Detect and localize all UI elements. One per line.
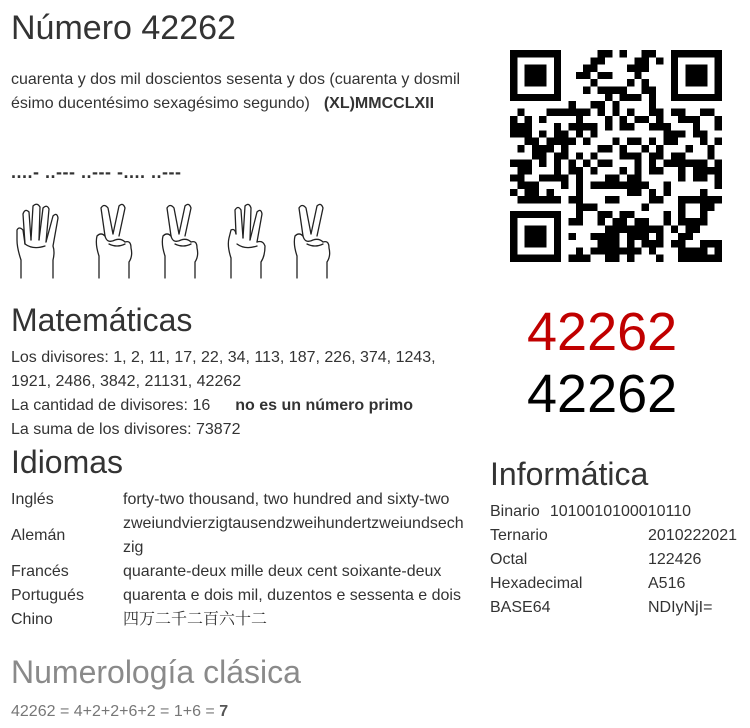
numerology-formula: 42262 = 4+2+2+6+2 = 1+6 = — [11, 703, 220, 720]
language-row — [11, 608, 468, 632]
qr-code — [510, 50, 722, 262]
language-translation: zweiundvierzigtausendzweihundertzweiundsech zig — [123, 515, 464, 556]
numerology-heading: Numerología clásica — [11, 654, 301, 690]
divisor-count: La cantidad de divisores: 16 — [11, 397, 211, 414]
languages-heading: Idiomas — [11, 444, 124, 480]
sign-language-hands — [11, 200, 341, 284]
divisor-sum: La suma de los divisores: 73872 — [11, 421, 241, 438]
computing-value: A516 — [648, 575, 686, 592]
hand-two-fingers-icon — [285, 200, 343, 280]
qr-code-icon — [510, 50, 722, 262]
hand-six-fingers-icon — [219, 200, 277, 280]
language-name: Francés — [11, 563, 69, 580]
languages-table-wrap — [11, 488, 468, 632]
computing-label: BASE64 — [490, 599, 551, 616]
computing-value: NDIyNjI= — [648, 599, 713, 616]
math-heading: Matemáticas — [11, 302, 193, 338]
math-section — [11, 346, 481, 442]
hand-four-fingers-icon — [11, 200, 69, 280]
language-translation: quarenta e dois mil, duzentos e sessenta e dois — [123, 587, 461, 604]
language-name: Chino — [11, 611, 53, 628]
language-row — [11, 512, 468, 560]
computing-table-wrap — [490, 524, 737, 620]
prime-status: no es un número primo — [235, 397, 414, 414]
number-in-words — [11, 68, 481, 116]
divisor-count-row — [11, 394, 481, 418]
language-name: Portugués — [11, 587, 84, 604]
computing-row — [490, 596, 737, 620]
language-translation: 四万二千二百六十二 — [123, 611, 268, 628]
computing-row — [490, 548, 737, 572]
numerology-result: 7 — [219, 703, 229, 720]
language-name: Inglés — [11, 491, 54, 508]
language-row — [11, 488, 468, 512]
computing-heading: Informática — [490, 456, 649, 492]
binary-label: Binario — [490, 503, 540, 520]
ordinal-words: ésimo ducentésimo sexagésimo segundo) — [11, 95, 310, 112]
computing-value: 2010222021 — [648, 527, 737, 544]
binary-value: 1010010100010110 — [549, 503, 691, 520]
computing-label: Hexadecimal — [490, 575, 583, 592]
language-translation: quarante-deux mille deux cent soixante-deux — [123, 563, 442, 580]
words-line-1: cuarenta y dos mil doscientos sesenta y dos (cuarenta y dosmil — [11, 71, 461, 88]
hand-two-fingers-icon — [153, 200, 211, 280]
binary-row — [490, 500, 691, 524]
language-translation: forty-two thousand, two hundred and sixty-two — [123, 491, 450, 508]
computing-table — [490, 524, 737, 620]
page-title: Número 42262 — [11, 9, 236, 47]
words-line-2 — [11, 92, 481, 116]
hand-two-fingers-icon — [87, 200, 145, 280]
computing-row — [490, 524, 737, 548]
languages-table — [11, 488, 468, 632]
divisors-line-2: 1921, 2486, 3842, 21131, 42262 — [11, 373, 242, 390]
language-name: Alemán — [11, 527, 66, 544]
computing-value: 122426 — [648, 551, 702, 568]
computing-label: Octal — [490, 551, 528, 568]
computing-row — [490, 572, 737, 596]
roman-numeral: (XL)MMCCLXII — [323, 95, 435, 112]
computing-label: Ternario — [490, 527, 548, 544]
big-number-red: 42262 — [527, 302, 678, 362]
language-row — [11, 560, 468, 584]
big-number-black: 42262 — [527, 364, 678, 424]
language-row — [11, 584, 468, 608]
morse-code: ....- ..--- ..--- -.... ..--- — [11, 162, 182, 182]
numerology-formula-row — [11, 700, 228, 724]
divisors-line-1: Los divisores: 1, 2, 11, 17, 22, 34, 113, 187, 226, 374, 1243, — [11, 349, 436, 366]
